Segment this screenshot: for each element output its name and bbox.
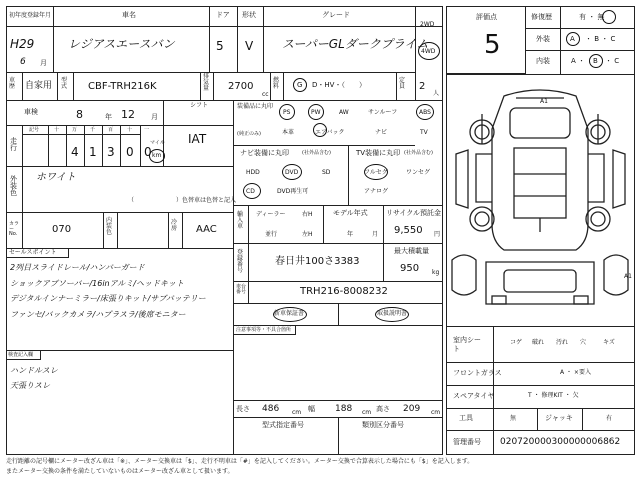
exterior-bc: ・ B ・ C (585, 35, 616, 43)
score-label: 評価点 (476, 13, 497, 21)
mileage-unit-2: 万 (72, 127, 78, 133)
fuel-rest: D・HV・（ ） (312, 81, 366, 89)
tools-value: 無 (510, 415, 517, 422)
repair-label: 修復歴 (531, 13, 552, 21)
seat-item-1: 破れ (532, 339, 545, 346)
drive-2wd: 2WD (420, 21, 435, 28)
mileage-digit-3: 0 (126, 145, 134, 159)
exterior-a: A (570, 35, 575, 43)
glass-label: フロントガラス (453, 369, 502, 377)
shape-value: V (245, 39, 254, 53)
month-unit: 月 (40, 59, 47, 67)
diagram-mark-a1-side: A1 (624, 273, 632, 280)
registration-label: 登録番号 (237, 249, 244, 274)
mgmt-label: 管理番号 (453, 438, 481, 446)
navi-dvd-play: DVD再生可 (277, 188, 309, 195)
navi-dvd: DVD (285, 169, 299, 176)
spare-value: T ・ 修理KIT ・ 欠 (528, 392, 579, 399)
mileage-digit-4: 0 (144, 145, 152, 159)
class-label: 類別区分番号 (362, 421, 404, 429)
ac-label: 冷房 (171, 219, 178, 232)
chassis-value: TRH216-8008232 (300, 286, 388, 297)
tv-oneseg: ワンセグ (406, 169, 431, 176)
mileage-unit-1: 十 (54, 127, 60, 133)
height-unit: cm (431, 409, 441, 416)
sales-line-0: 2列目スライドレール/ハンバーガード (10, 263, 145, 272)
capacity-value: 2 (419, 81, 426, 92)
inspection-label: 車検 (24, 108, 38, 116)
exterior-note: （ ）色替車は色替と記入 (128, 197, 237, 204)
mileage-unit-6: 一 (144, 127, 150, 133)
capacity-unit: 人 (433, 90, 440, 97)
import-parallel: 並行 (265, 231, 278, 238)
seat-item-4: キズ (603, 339, 615, 346)
notes-label: 注意事項等・不具合箇所 (236, 327, 292, 333)
diagram-mark-a1-top: A1 (540, 98, 548, 105)
color-no-label: カラーNo. (9, 221, 20, 237)
equip-leather: 本革 (282, 129, 295, 136)
warranty-new: 新車保証書 (274, 310, 305, 317)
recycle-unit: 円 (434, 231, 441, 238)
equip-tv: TV (420, 129, 428, 136)
fuel-label: 燃料 (273, 77, 280, 90)
tv-analog: アナログ (364, 188, 389, 195)
mileage-unit-4: 百 (108, 127, 114, 133)
model-month-unit: 月 (372, 231, 379, 238)
import-left: 左H (302, 231, 313, 238)
import-dealer: ディーラー (256, 211, 286, 218)
cc-unit: cc (262, 91, 269, 98)
footer-line-2: またメーター交換の条件を満たしていないものはメーター改ざん車として扱います。 (6, 468, 234, 475)
tv-sub: (社外品含む) (404, 150, 433, 156)
seat-item-2: 汚れ (556, 339, 569, 346)
seat-item-0: コゲ (510, 339, 523, 346)
mgmt-value: 020720000300000006862 (500, 437, 621, 447)
sales-line-3: ファンセ/バックカメラ/ハプラスラ/後席モニター (10, 310, 186, 319)
mileage-unit-km: km (152, 152, 162, 159)
inspection-month: 12 (121, 108, 135, 121)
interior-a: A ・ (571, 57, 586, 65)
car-name: レジアスエースバン (68, 37, 175, 51)
spare-label: スペアタイヤ (453, 392, 495, 400)
mileage-digit-0: 4 (71, 145, 79, 159)
loading-unit: kg (432, 269, 440, 276)
recycle-value: 9,550 (394, 225, 423, 236)
displacement-value: 2700 (228, 81, 254, 92)
interior-b: B (593, 57, 598, 65)
length-label: 長さ (236, 405, 250, 413)
exterior-value: ホワイト (36, 172, 76, 183)
mileage-unit-5: 十 (127, 127, 133, 133)
door-value: 5 (216, 39, 224, 53)
registration-value: 春日井100さ3383 (275, 256, 360, 267)
model-year-label: モデル年式 (333, 209, 368, 217)
mileage-digit-2: 3 (107, 145, 115, 159)
seat-label: 室内シート (453, 336, 481, 354)
drive-4wd: 4WD (421, 48, 436, 55)
grade-value: スーパーGLダークプライム (282, 37, 429, 51)
jack-label: ジャッキ (545, 414, 573, 422)
navi-sub: (社外品含む) (302, 150, 331, 156)
model-designation-label: 型式指定番号 (262, 421, 304, 429)
seat-item-3: 穴 (580, 339, 587, 346)
loading-label: 最大積載量 (394, 247, 429, 255)
width-value: 188 (335, 404, 353, 414)
inspection-year-unit: 年 (105, 113, 112, 121)
recycle-label: リサイクル預託金 (386, 209, 442, 217)
navi-cd: CD (246, 188, 255, 195)
mileage-unit-mile: マイル (150, 140, 165, 146)
ac-value: AAC (196, 224, 217, 235)
inspection-month-unit: 月 (151, 113, 158, 121)
inspector-line-1: 天張りスレ (10, 381, 50, 390)
inspector-line-0: ハンドルスレ (10, 366, 58, 375)
width-label: 幅 (308, 405, 315, 413)
navi-sd: SD (322, 169, 331, 176)
year-value: H29 (10, 37, 35, 51)
import-right: 右H (302, 211, 313, 218)
door-label: ドア (216, 11, 230, 19)
mileage-unit-3: 千 (90, 127, 96, 133)
sales-line-2: デジタルインナーミラー/床張りキット/サブバッテリー (10, 294, 206, 303)
model-value: CBF-TRH216K (88, 81, 157, 92)
equip-aw: AW (339, 109, 349, 116)
capacity-label: 定員 (399, 77, 406, 90)
car-diagram (446, 74, 635, 324)
tv-label: TV装備に丸印 (356, 149, 401, 157)
mileage-digit-1: 1 (89, 145, 97, 159)
chassis-label: 車台番号 (236, 284, 247, 295)
displacement-label: 排気量 (203, 73, 210, 92)
tools-label: 工具 (459, 414, 473, 422)
jack-value: 有 (606, 415, 613, 422)
warranty-manual: 取扱説明書 (377, 310, 408, 317)
year-label: 初年度登録年月 (9, 12, 52, 19)
fuel-g: G (297, 81, 303, 89)
equipment-sublabel: (純正のみ) (237, 131, 261, 137)
interior-rating-label: 内装 (536, 57, 550, 65)
model-label: 型式 (61, 77, 68, 90)
shift-label: シフト (190, 102, 209, 109)
length-unit: cm (292, 409, 302, 416)
loading-value: 950 (400, 263, 420, 274)
navi-label: ナビ装備に丸印 (240, 149, 289, 157)
equipment-label: 装備品に丸印 (237, 103, 274, 110)
grade-label: グレード (322, 11, 350, 19)
equip-sunroof: サンルーフ (368, 109, 398, 116)
model-year-unit: 年 (347, 231, 354, 238)
color-no-value: 070 (52, 224, 72, 235)
inspection-year: 8 (76, 108, 83, 121)
tv-fullseg: フルセグ (364, 169, 388, 176)
equip-airbag: エアバック (315, 129, 345, 136)
exterior-rating-label: 外装 (536, 35, 550, 43)
interior-c: ・ C (605, 57, 620, 65)
height-label: 高さ (376, 405, 390, 413)
month-value: 6 (20, 57, 26, 67)
mileage-label: 走行 (10, 137, 17, 152)
car-name-label: 車名 (122, 11, 136, 19)
shift-value: IAT (188, 132, 207, 146)
width-unit: cm (362, 409, 372, 416)
import-label: 輸入車 (237, 211, 244, 230)
equip-navi: ナビ (375, 129, 388, 136)
exterior-label: 外装色 (10, 175, 17, 197)
usage-label: 車歴 (9, 77, 16, 90)
sales-line-1: ショックアブソーバー/16inアルミ/ヘッドキット (10, 279, 184, 288)
mileage-unit-0: 記号 (29, 127, 40, 133)
usage-value: 自家用 (25, 81, 53, 91)
length-value: 486 (262, 404, 280, 414)
repair-options: 有 ・ 無 (579, 13, 605, 21)
footer-line-1: 走行距離の記号欄にメーター改ざん車は「※」、メーター交換車は「$」、走行不明車は「#」を記入してください。メーター交換で合算表示した場合にも「$」を記入します。 (6, 458, 474, 465)
repair-none-circle (602, 10, 616, 24)
score-value: 5 (484, 30, 501, 60)
navi-hdd: HDD (246, 169, 260, 176)
equip-abs: ABS (419, 109, 431, 116)
equip-pw: PW (311, 109, 321, 116)
height-value: 209 (403, 404, 421, 414)
sales-points-label: セールスポイント (9, 249, 57, 256)
inspector-notes-label: 検査記入欄 (8, 352, 34, 358)
shape-label: 形状 (242, 11, 256, 19)
interior-color-label: 内装色 (106, 217, 113, 236)
glass-value: A ・ ×要入 (560, 369, 591, 376)
equip-ps: PS (283, 109, 291, 116)
